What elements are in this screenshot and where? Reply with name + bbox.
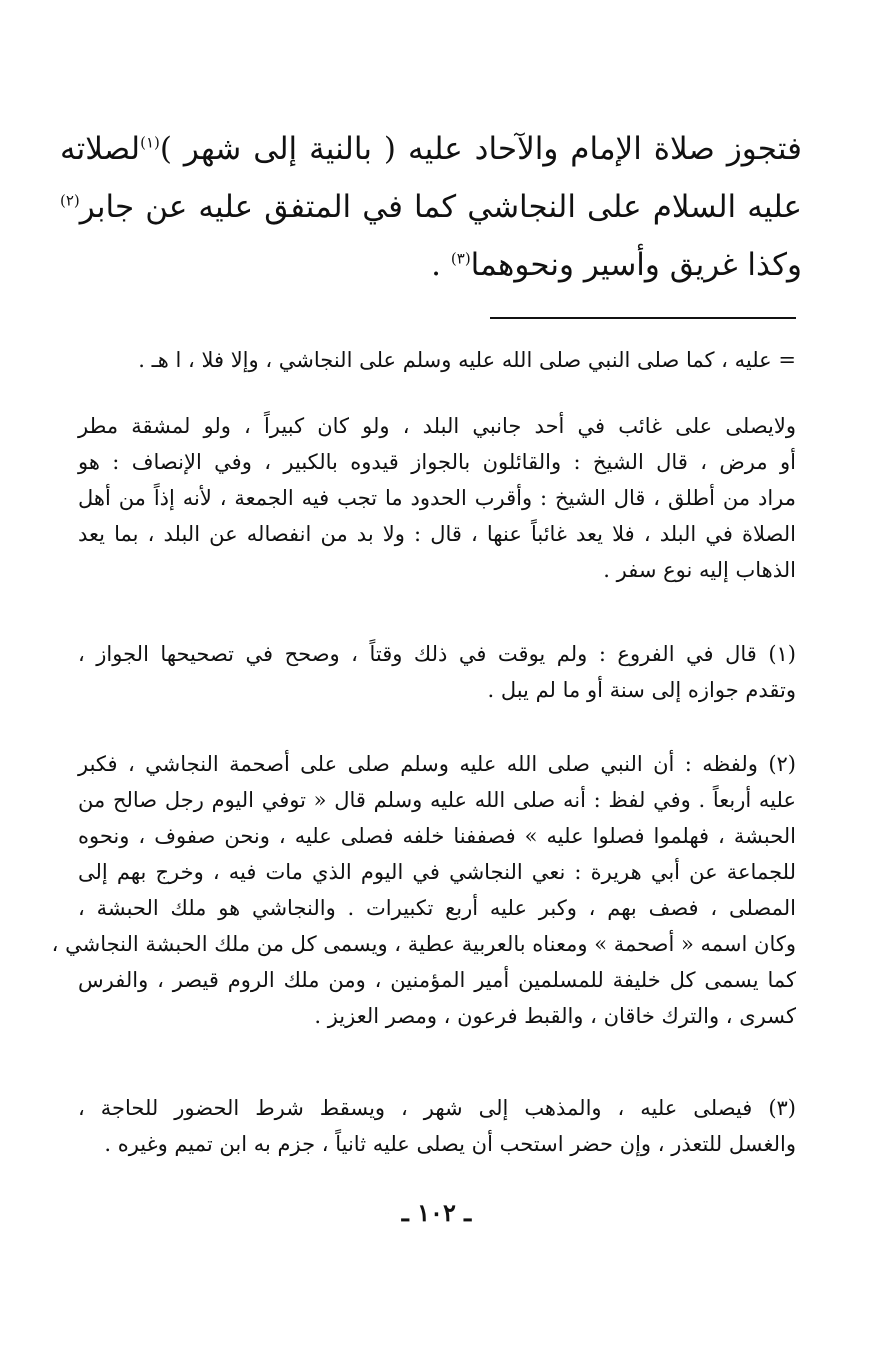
footnote-3-line: والغسل للتعذر ، وإن حضر استحب أن يصلى عليه ثانياً ، جزم به ابن تميم وغيره . <box>104 1132 796 1156</box>
paragraph-line: الصلاة في البلد ، فلا يعد غائباً عنها ، قال : ولا بد من انفصاله عن البلد ، بما يعد <box>78 522 796 546</box>
footnote-2-line: وكان اسمه « أصحمة » ومعناه بالعربية عطية ، ويسمى كل من ملك الحبشة النجاشي ، <box>51 932 796 956</box>
footnote-2 <box>51 746 796 1034</box>
main-line-1-text: فتجوز صلاة الإمام والآحاد عليه ( بالنية إلى شهر ) <box>159 131 802 167</box>
paragraph-line: أو مرض ، قال الشيخ : والقائلون بالجواز قيدوه بالكبير ، وفي الإنصاف : هو <box>78 450 796 474</box>
paragraph-line: الذهاب إليه نوع سفر . <box>603 558 796 582</box>
footnote-2-line: (٢) ولفظه : أن النبي صلى الله عليه وسلم صلى على أصحمة النجاشي ، فكبر <box>78 752 796 776</box>
footnote-1 <box>78 636 796 708</box>
main-line-2-text: عليه السلام على النجاشي كما في المتفق عليه عن جابر <box>79 189 802 225</box>
main-line-3 <box>60 236 802 294</box>
footnote-2-line: كسرى ، والترك خاقان ، والقبط فرعون ، ومصر العزيز . <box>314 1004 796 1028</box>
footnote-ref-3: (٣) <box>450 249 471 268</box>
paragraph-line: مراد من أطلق ، قال الشيخ : وأقرب الحدود ما تجب فيه الجمعة ، لأنه إذاً من أهل <box>78 486 796 510</box>
footnote-3 <box>78 1090 796 1162</box>
footnote-1-line: وتقدم جوازه إلى سنة أو ما لم يبل . <box>487 678 796 702</box>
footnote-ref-2: (٢) <box>60 191 80 210</box>
footnote-1-line: (١) قال في الفروع : ولم يوقت في ذلك وقتاً ، وصحح في تصحيحها الجواز ، <box>78 642 796 666</box>
footnote-3-line: (٣) فيصلى عليه ، والمذهب إلى شهر ، ويسقط شرط الحضور للحاجة ، <box>78 1096 796 1120</box>
footnote-continuation-line: = عليه ، كما صلى النبي صلى الله عليه وسلم على النجاشي ، وإلا فلا ، ا هـ . <box>138 348 796 372</box>
footnote-2-line: عليه أربعاً . وفي لفظ : أنه صلى الله عليه وسلم قال « توفي اليوم رجل صالح من <box>78 788 796 812</box>
main-text <box>60 120 802 294</box>
paragraph-line: ولايصلى على غائب في أحد جانبي البلد ، ولو كان كبيراً ، ولو لمشقة مطر <box>78 414 796 438</box>
main-line-3-end: . <box>431 247 451 283</box>
footnote-2-line: المصلى ، فصف بهم ، وكبر عليه أربع تكبيرات . والنجاشي هو ملك الحبشة ، <box>78 896 796 920</box>
main-line-2 <box>60 178 802 236</box>
main-line-3-text: وكذا غريق وأسير ونحوهما <box>470 247 802 283</box>
main-line-1 <box>60 120 802 178</box>
footnote-2-line: الحبشة ، فهلموا فصلوا عليه » فصففنا خلفه فصلى عليه ، ونحن صفوف ، ونحوه <box>78 824 796 848</box>
footnote-ref-1: (١) <box>140 133 160 152</box>
footnote-paragraph <box>78 408 796 588</box>
page-number: ـ ١٠٢ ـ <box>401 1198 472 1227</box>
footnote-divider <box>490 317 796 319</box>
footnote-continuation <box>78 342 796 378</box>
main-line-1-end: لصلاته <box>60 131 141 167</box>
footnote-2-line: للجماعة عن أبي هريرة : نعي النجاشي في اليوم الذي مات فيه ، وخرج بهم إلى <box>78 860 796 884</box>
footnote-2-line: كما يسمى كل خليفة للمسلمين أمير المؤمنين ، ومن ملك الروم قيصر ، والفرس <box>78 968 796 992</box>
